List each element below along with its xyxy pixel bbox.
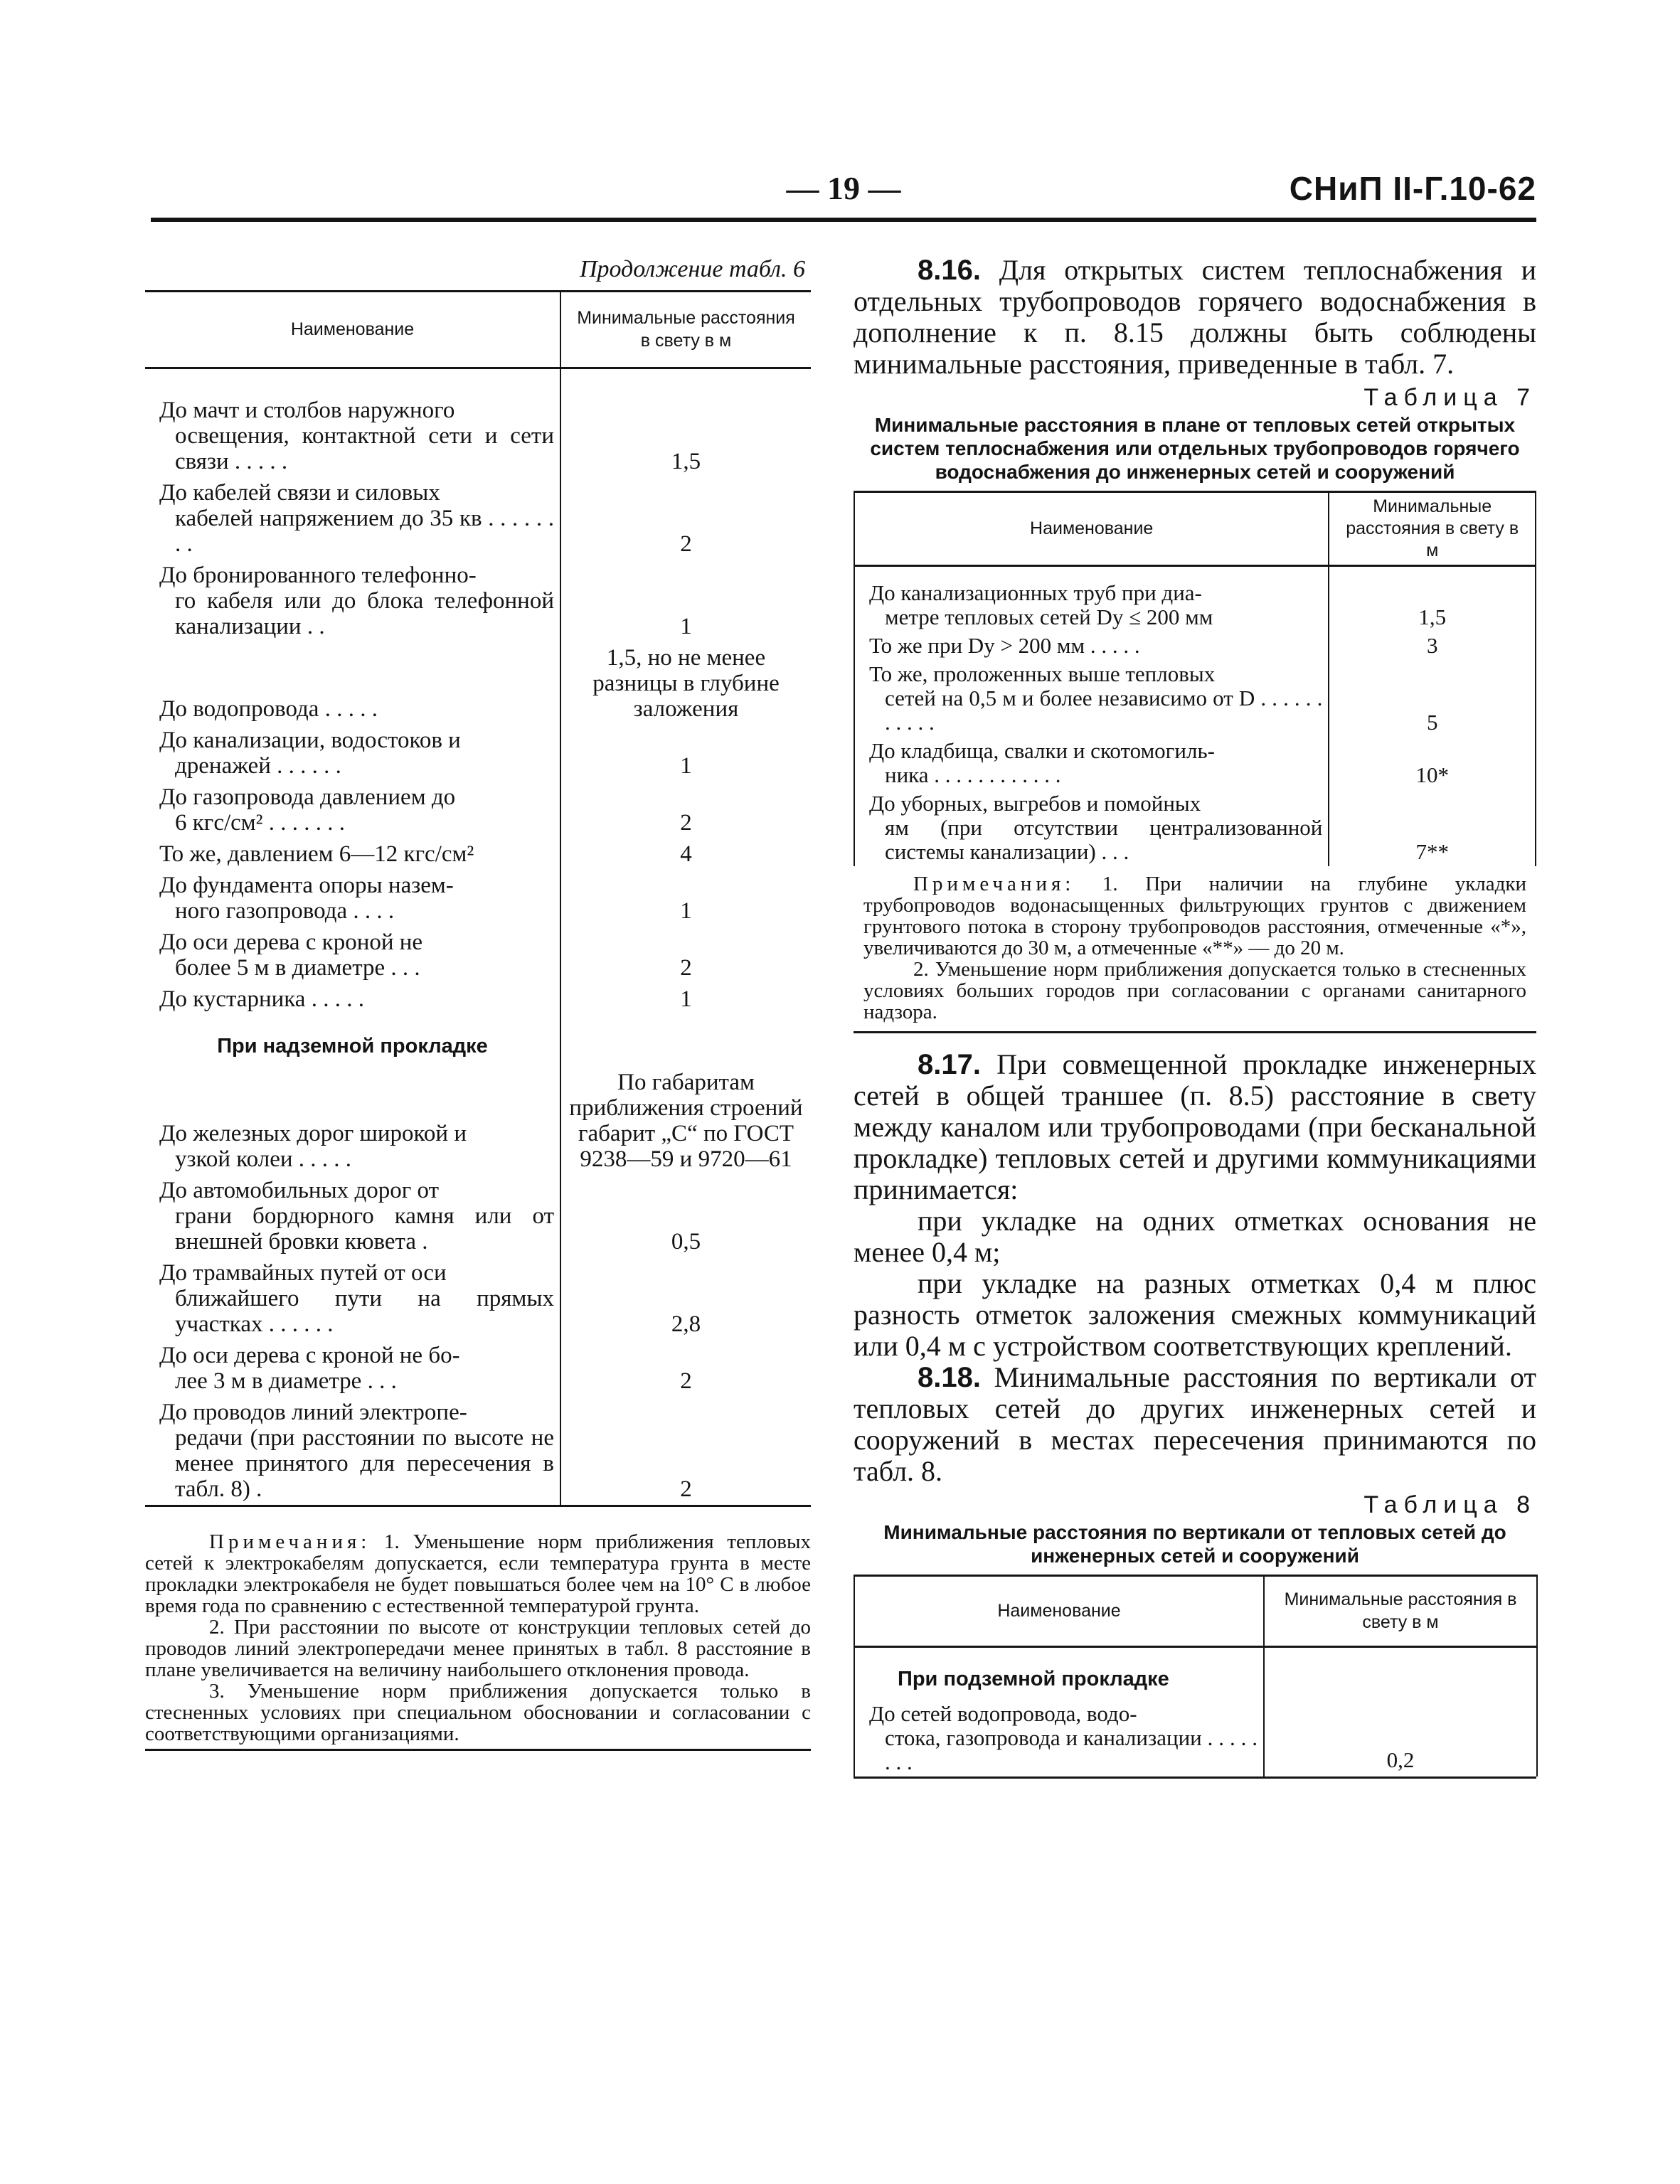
table-6-row-lead: До мачт и столбов наружного bbox=[159, 398, 455, 423]
table-6-row-name bbox=[145, 1257, 560, 1340]
table-6-row-lead: До проводов линий электропе- bbox=[159, 1400, 467, 1425]
table-7-row-name bbox=[854, 789, 1329, 866]
table-6-row-name bbox=[145, 984, 560, 1015]
table-6-section-empty bbox=[560, 1015, 811, 1067]
table-6-row-cont: освещения, контактной сети и сети связи . . . . . bbox=[175, 423, 554, 474]
table-6-row-name bbox=[145, 927, 560, 984]
table-6-row-value: 2,8 bbox=[560, 1257, 811, 1340]
table-6 bbox=[145, 290, 811, 1507]
table-7-row bbox=[854, 789, 1536, 866]
table-7-title: Минимальные расстояния в плане от тепловых сетей открытых систем теплоснабжения или отдельных трубопроводов горячего водоснабжения до инженерных сетей и сооружений bbox=[870, 414, 1520, 483]
note-2: 2. При расстоянии по высоте от конструкции тепловых сетей до проводов линий электропередачи менее принятых в табл. 8 расстояние в плане увеличивается на величину наибольшего отклонения провода. bbox=[145, 1616, 811, 1681]
table-6-row-name bbox=[145, 1067, 560, 1175]
table-8-row-lead: До сетей водопровода, водо- bbox=[869, 1701, 1137, 1726]
table-7-row-lead: То же, проложенных выше тепловых bbox=[869, 661, 1216, 686]
table-7-row-name bbox=[854, 632, 1329, 660]
table-8-label: Таблица 8 bbox=[1363, 1491, 1536, 1518]
table-6-row-cont: узкой колеи . . . . . bbox=[175, 1146, 351, 1172]
table-6-row-name bbox=[145, 1397, 560, 1506]
table-6-row bbox=[145, 1397, 811, 1506]
table-7-row-lead: То же при Dу > 200 мм . . . . . bbox=[869, 633, 1140, 658]
table-6-header-name: Наименование bbox=[145, 292, 560, 368]
table-6-row-value: 1 bbox=[560, 984, 811, 1015]
table-6-row-value: 0,5 bbox=[560, 1175, 811, 1257]
table-7-row-name bbox=[854, 566, 1329, 632]
table-6-row-name bbox=[145, 782, 560, 838]
table-7-row-cont: ям (при отсутствии централизованной системы канализации) . . . bbox=[885, 815, 1323, 864]
table-6-row bbox=[145, 560, 811, 642]
table-7-row-value: 1,5 bbox=[1329, 566, 1536, 632]
table-8-row bbox=[854, 1700, 1264, 1777]
table-8-row-cont: стока, газопровода и канализации . . . . . . . . bbox=[885, 1725, 1258, 1774]
table-6-row-value: 1 bbox=[560, 560, 811, 642]
paragraph-8-17-b: при укладке на разных отметках 0,4 м плюс разность отметок заложения смежных коммуникаций или 0,4 м с устройством соответствующих креплений. bbox=[854, 1267, 1536, 1362]
table-6-row bbox=[145, 838, 811, 870]
table-6-row bbox=[145, 477, 811, 560]
table-6-row-cont: кабелей напряжением до 35 кв . . . . . . . . bbox=[175, 506, 554, 557]
table-7-row-value: 5 bbox=[1329, 660, 1536, 737]
table-7-note-2: 2. Уменьшение норм приближения допускается только в стесненных условиях больших городов при согласовании с органами санитарного надзора. bbox=[863, 958, 1526, 1023]
table-6-row-name bbox=[145, 368, 560, 478]
table-7-row-lead: До уборных, выгребов и помойных bbox=[869, 791, 1201, 816]
table-6-row-lead: До водопровода . . . . . bbox=[159, 696, 378, 722]
table-7-row-value: 7** bbox=[1329, 789, 1536, 866]
table-6-row bbox=[145, 1175, 811, 1257]
paragraph-8-16-text: Для открытых систем теплоснабжения и отдельных трубопроводов горячего водоснабжения в дополнение к п. 8.15 должны быть соблюдены минимальные расстояния, приведенные в табл. 7. bbox=[854, 254, 1536, 380]
table-8 bbox=[854, 1575, 1538, 1777]
table-6-notes bbox=[145, 1531, 811, 1744]
table-6-row-cont: дренажей . . . . . . bbox=[175, 753, 341, 779]
table-6-row bbox=[145, 368, 811, 478]
right-column bbox=[854, 255, 1536, 1779]
table-7-row bbox=[854, 566, 1536, 632]
page-number: — 19 — bbox=[786, 170, 901, 206]
table-6-row-value: 2 bbox=[560, 927, 811, 984]
paragraph-8-18-text: Минимальные расстояния по вертикали от тепловых сетей до других инженерных сетей и сооружений в местах пересечения принимаются по табл. 8. bbox=[854, 1361, 1537, 1487]
table-6-section-row bbox=[145, 1015, 811, 1067]
table-7-row-name bbox=[854, 660, 1329, 737]
table-6-row-value: 2 bbox=[560, 782, 811, 838]
table-6-row-value: 1 bbox=[560, 870, 811, 927]
table-6-row-lead: До фундамента опоры назем- bbox=[159, 873, 454, 898]
table-7-row-name bbox=[854, 737, 1329, 789]
table-8-empty-cell bbox=[1264, 1647, 1537, 1700]
table-7-header-distance: Минимальные расстояния в свету в м bbox=[1329, 492, 1536, 566]
table-6-row-lead: То же, давлением 6—12 кгс/см² bbox=[159, 841, 474, 867]
page-header bbox=[151, 169, 1536, 213]
notes-label: Примечания: bbox=[209, 1530, 371, 1553]
table-7 bbox=[854, 491, 1536, 866]
table-6-row bbox=[145, 782, 811, 838]
table-7-row bbox=[854, 660, 1536, 737]
table-6-row-name bbox=[145, 838, 560, 870]
table-6-row-lead: До кустарника . . . . . bbox=[159, 986, 364, 1012]
table-7-label: Таблица 7 bbox=[1363, 384, 1536, 411]
table-6-row bbox=[145, 1340, 811, 1397]
paragraph-8-17-number: 8.17. bbox=[918, 1049, 981, 1080]
table-7-row-cont: сетей на 0,5 м и более независимо от D . . . . . . . . . . . bbox=[885, 686, 1323, 735]
table-7-header-name: Наименование bbox=[854, 492, 1329, 566]
table-6-row-name bbox=[145, 1340, 560, 1397]
table-6-row-lead: До кабелей связи и силовых bbox=[159, 480, 440, 506]
table-6-section-aboveground: При надземной прокладке bbox=[217, 1035, 488, 1058]
header-rule bbox=[151, 218, 1536, 222]
left-column bbox=[145, 256, 811, 1751]
table-6-row bbox=[145, 642, 811, 725]
table-6-row bbox=[145, 870, 811, 927]
paragraph-8-17-a: при укладке на одних отметках основания не менее 0,4 м; bbox=[854, 1205, 1536, 1268]
table-7-row-cont: метре тепловых сетей Dу ≤ 200 мм bbox=[885, 604, 1213, 629]
paragraph-8-16 bbox=[854, 255, 1536, 380]
table-6-body bbox=[145, 368, 811, 1506]
table-6-row-value: 1,5 bbox=[560, 368, 811, 478]
paragraph-8-18-number: 8.18. bbox=[918, 1362, 981, 1393]
table-7-row-lead: До канализационных труб при диа- bbox=[869, 580, 1202, 605]
table-6-row-value: 2 bbox=[560, 477, 811, 560]
table-6-row bbox=[145, 1257, 811, 1340]
table-6-row-cont: 6 кгс/см² . . . . . . . bbox=[175, 810, 346, 836]
table-6-row-name bbox=[145, 477, 560, 560]
note-3: 3. Уменьшение норм приближения допускается только в стесненных условиях при специальном обосновании и согласовании с соответствующими организациями. bbox=[145, 1680, 811, 1745]
table-7-row-value: 10* bbox=[1329, 737, 1536, 789]
table-6-row-lead: До канализации, водостоков и bbox=[159, 728, 461, 753]
table-6-row bbox=[145, 984, 811, 1015]
table-6-row-cont: ного газопровода . . . . bbox=[175, 898, 395, 924]
table-8-row-value: 0,2 bbox=[1264, 1700, 1537, 1777]
table-7-notes bbox=[854, 866, 1536, 1033]
table-6-row-cont: редачи (при расстоянии по высоте не менее принятого для пересечения в табл. 8) . bbox=[175, 1425, 554, 1502]
table-7-row-cont: ника . . . . . . . . . . . . bbox=[885, 762, 1061, 787]
table-6-row-cont: ближайшего пути на прямых участках . . . . . . bbox=[175, 1286, 554, 1337]
table-6-row-value: 1 bbox=[560, 725, 811, 782]
paragraph-8-17 bbox=[854, 1049, 1536, 1205]
table-6-row-name bbox=[145, 1175, 560, 1257]
document-code: СНиП II-Г.10-62 bbox=[1289, 170, 1536, 207]
table-6-row-value: 1,5, но не менее разницы в глубине заложения bbox=[560, 642, 811, 725]
left-bottom-rule bbox=[145, 1749, 811, 1751]
table-7-row bbox=[854, 737, 1536, 789]
paragraph-8-18 bbox=[854, 1362, 1536, 1487]
table-6-row-lead: До бронированного телефонно- bbox=[159, 563, 477, 588]
table-7-row-value: 3 bbox=[1329, 632, 1536, 660]
table-7-row-lead: До кладбища, свалки и скотомогиль- bbox=[869, 738, 1215, 763]
table-6-row-lead: До оси дерева с кроной не бо- bbox=[159, 1343, 460, 1368]
table-8-header-distance: Минимальные расстояния в свету в м bbox=[1264, 1576, 1537, 1647]
table-6-row-cont: го кабеля или до блока телефонной канализации . . bbox=[175, 588, 554, 639]
table-6-row-name bbox=[145, 642, 560, 725]
table-7-body bbox=[854, 566, 1536, 867]
table-8-section-underground: При подземной прокладке bbox=[898, 1668, 1169, 1690]
table-6-continuation-caption: Продолжение табл. 6 bbox=[579, 256, 805, 282]
table-6-row-name bbox=[145, 870, 560, 927]
table-8-header-name: Наименование bbox=[854, 1576, 1264, 1647]
paragraph-8-16-number: 8.16. bbox=[918, 255, 981, 286]
table-6-row-lead: До трамвайных путей от оси bbox=[159, 1260, 447, 1286]
note-1: 1. Уменьшение норм приближения тепловых сетей к электрокабелям допускается, если температура грунта в месте прокладки электрокабеля не будет повышаться более чем на 10° С в любое время года по сравнению с естественной температурой грунта. bbox=[145, 1530, 811, 1617]
table-6-row-cont: грани бордюрного камня или от внешней бровки кювета . bbox=[175, 1203, 554, 1255]
table-6-row bbox=[145, 1067, 811, 1175]
table-6-row-lead: До оси дерева с кроной не bbox=[159, 929, 423, 955]
table-6-row-cont: более 5 м в диаметре . . . bbox=[175, 955, 420, 981]
table-6-row-value: 2 bbox=[560, 1397, 811, 1506]
table-6-row-lead: До автомобильных дорог от bbox=[159, 1178, 440, 1203]
table-6-row bbox=[145, 725, 811, 782]
table-6-header-distance: Минимальные расстояния в свету в м bbox=[560, 292, 811, 368]
table-6-row-value: По габаритам приближения строений габарит „С“ по ГОСТ 9238—59 и 9720—61 bbox=[560, 1067, 811, 1175]
paragraph-8-17-text: При совмещенной прокладке инженерных сетей в общей траншее (п. 8.5) расстояние в свету между каналом или трубопроводами (при бесканальной прокладке) тепловых сетей и другими коммуникациями принимается: bbox=[854, 1048, 1536, 1205]
table-6-row-value: 4 bbox=[560, 838, 811, 870]
table-6-row-name bbox=[145, 725, 560, 782]
table-6-row-name bbox=[145, 560, 560, 642]
table-6-row-cont: лее 3 м в диаметре . . . bbox=[175, 1368, 397, 1394]
table-8-title: Минимальные расстояния по вертикали от тепловых сетей до инженерных сетей и сооружений bbox=[883, 1521, 1506, 1567]
table-7-row bbox=[854, 632, 1536, 660]
table-7-note-1: 1. При наличии на глубине укладки трубопроводов водонасыщенных фильтрующих грунтов с движением грунтового потока в сторону трубопроводов расстояния, отмеченные «*», увеличиваются до 30 м, а отмеченные «**» — до 20 м. bbox=[863, 873, 1527, 959]
table-6-row-lead: До газопровода давлением до bbox=[159, 784, 456, 810]
table-6-row-lead: До железных дорог широкой и bbox=[159, 1121, 467, 1146]
table-6-row bbox=[145, 927, 811, 984]
table-8-bottom-rule bbox=[854, 1777, 1536, 1779]
table-7-notes-label: Примечания: bbox=[913, 873, 1075, 895]
table-6-row-value: 2 bbox=[560, 1340, 811, 1397]
